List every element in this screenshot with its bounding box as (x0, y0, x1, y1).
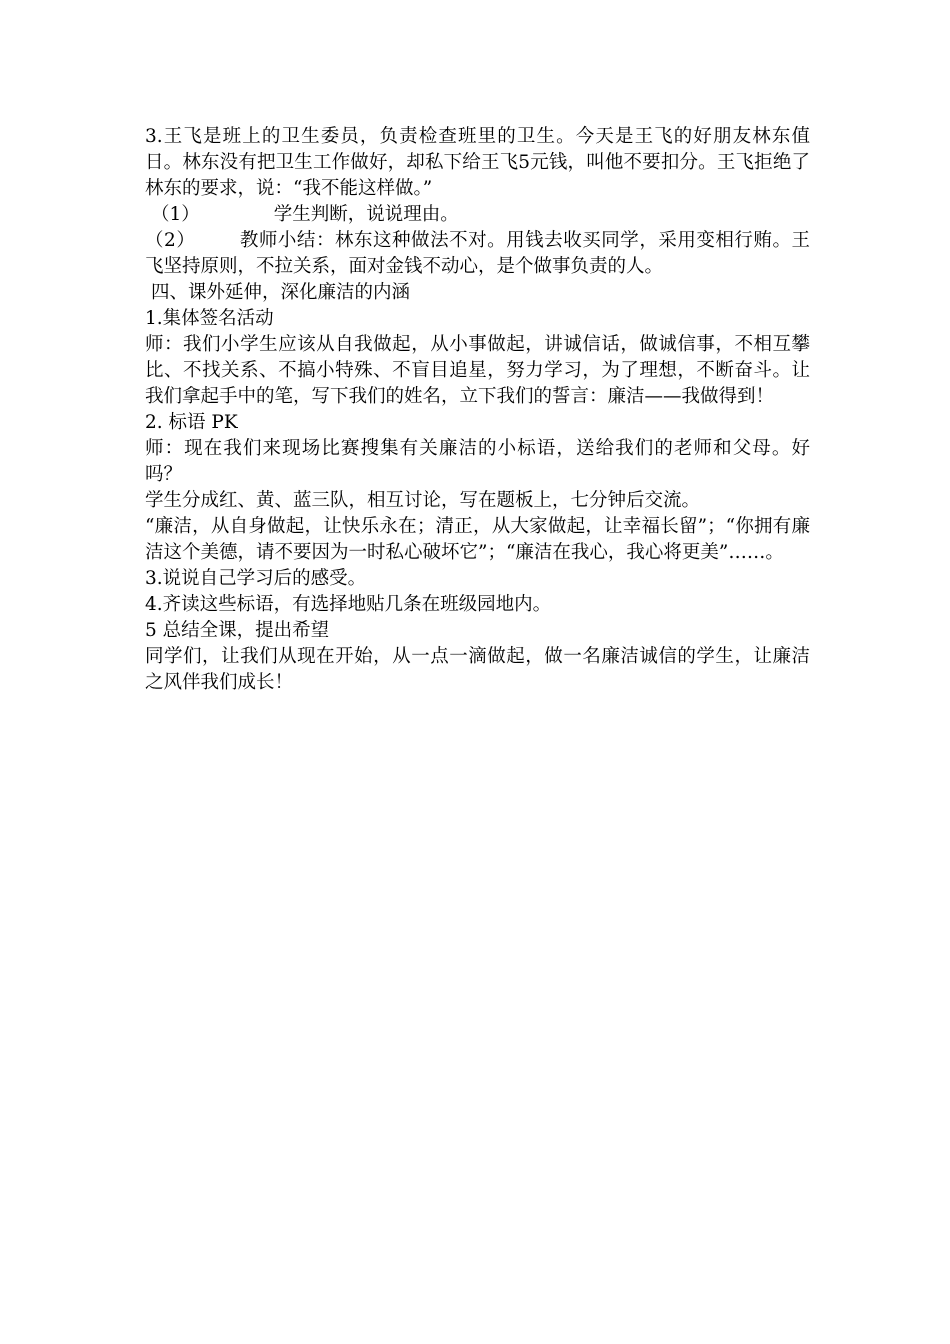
subheading-feelings: 3.说说自己学习后的感受。 (145, 568, 367, 589)
paragraph-slogan-pk: 师：现在我们来现场比赛搜集有关廉洁的小标语，送给我们的老师和父母。好吗？ (145, 438, 810, 485)
paragraph-sign-activity: 师：我们小学生应该从自我做起，从小事做起，讲诚信话，做诚信事，不相互攀比、不找关系、不搞小特殊、不盲目追星，努力学习，为了理想，不断奋斗。让我们拿起手中的笔，写下我们的姓名，立下我们的誓言：廉洁——我做得到！ (145, 334, 810, 407)
list-item-1-text: 学生判断，说说理由。 (273, 204, 459, 225)
paragraph-slogans: “廉洁，从自身做起，让快乐永在；清正，从大家做起，让幸福长留”；“你拥有廉洁这个美德，请不要因为一时私心破坏它”；“廉洁在我心，我心将更美”……。 (145, 516, 810, 563)
paragraph-closing: 同学们，让我们从现在开始，从一点一滴做起，做一名廉洁诚信的学生，让廉洁之风伴我们成长！ (145, 646, 810, 693)
subheading-read-slogans: 4.齐读这些标语，有选择地贴几条在班级园地内。 (145, 594, 552, 615)
paragraph-story: 3.王飞是班上的卫生委员，负责检查班里的卫生。今天是王飞的好朋友林东值日。林东没有把卫生工作做好，却私下给王飞5元钱，叫他不要扣分。王飞拒绝了林东的要求，说：“我不能这样做。” (145, 126, 810, 199)
subheading-slogan-pk: 2. 标语 PK (145, 412, 238, 433)
list-item-2-number: （2） (145, 230, 196, 251)
section-heading-4: 四、课外延伸，深化廉洁的内涵 (151, 282, 411, 303)
list-item-1 (145, 202, 810, 228)
subheading-summary: 5 总结全课，提出希望 (145, 620, 330, 641)
document-body (145, 124, 810, 696)
subheading-sign-activity: 1.集体签名活动 (145, 308, 274, 329)
list-item-2 (145, 228, 810, 280)
list-item-2-text: 教师小结：林东这种做法不对。用钱去收买同学，采用变相行贿。王飞坚持原则，不拉关系，面对金钱不动心，是个做事负责的人。 (145, 230, 810, 277)
paragraph-teams: 学生分成红、黄、蓝三队，相互讨论，写在题板上，七分钟后交流。 (145, 490, 701, 511)
list-item-1-number: （1） (151, 204, 200, 225)
